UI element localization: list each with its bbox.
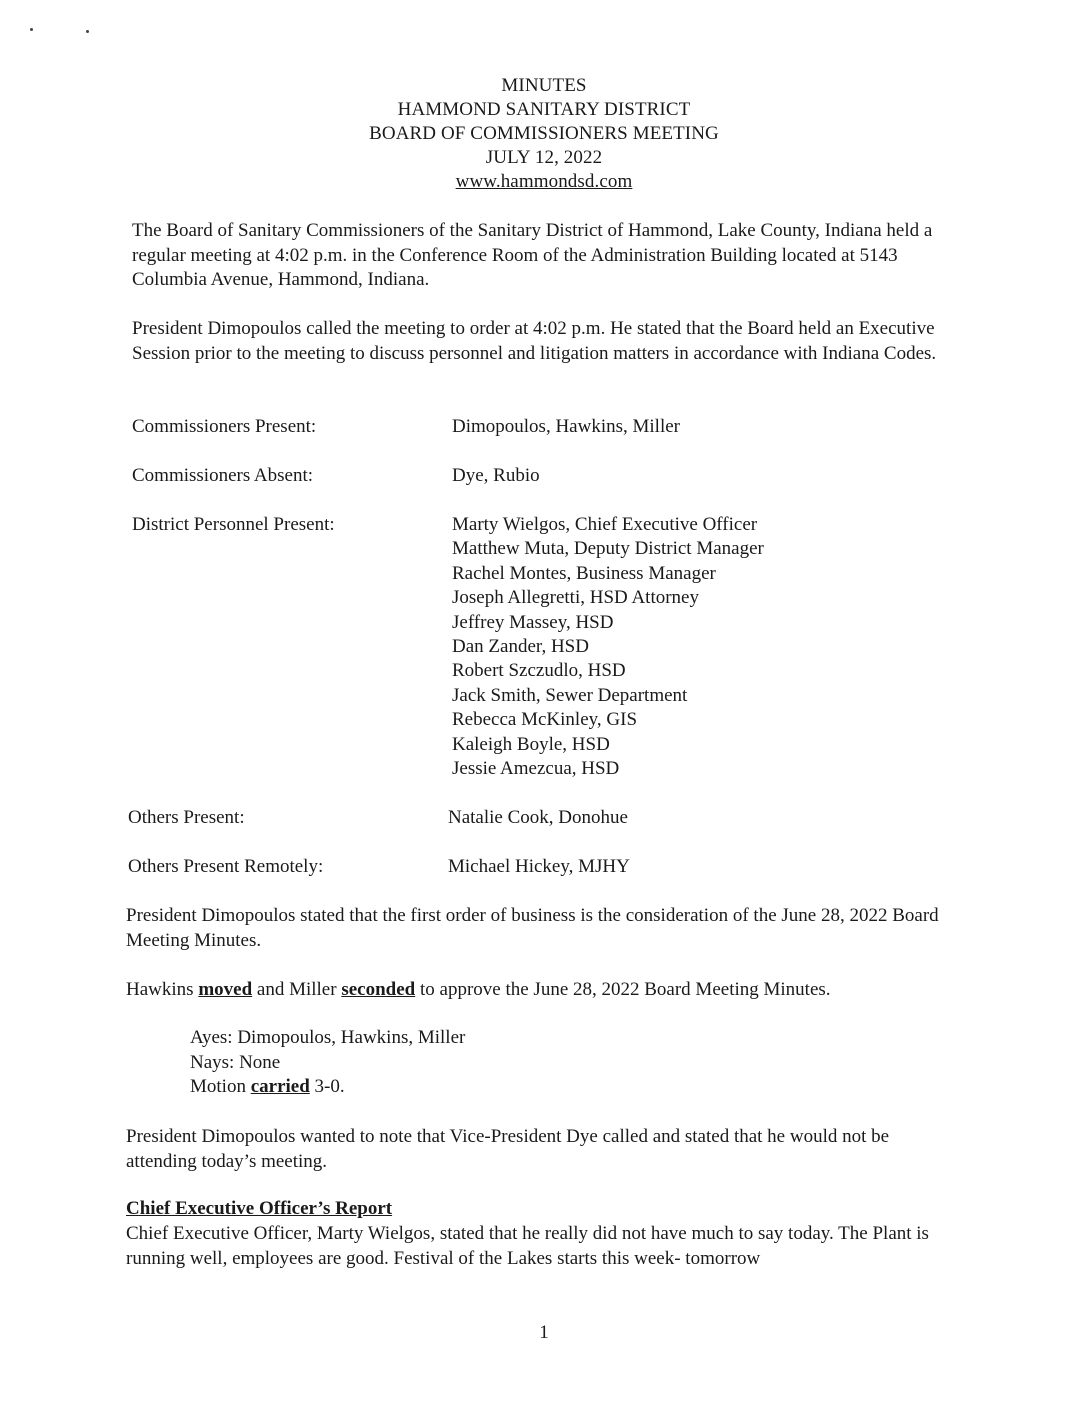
personnel-item: Jessie Amezcua, HSD — [452, 757, 620, 779]
others-remote-value: Michael Hickey, MJHY — [448, 856, 630, 877]
others-remote-label: Others Present Remotely: — [128, 856, 324, 877]
vote-block — [190, 1026, 465, 1100]
personnel-item: Rebecca McKinley, GIS — [452, 709, 638, 731]
personnel-item: Dan Zander, HSD — [452, 635, 589, 657]
vote-ayes: Ayes: Dimopoulos, Hawkins, Miller — [190, 1027, 466, 1048]
scan-speck — [30, 28, 33, 31]
header-title: MINUTES — [501, 75, 587, 96]
personnel-item: Jeffrey Massey, HSD — [452, 611, 614, 633]
motion-seconded: seconded — [341, 979, 416, 1000]
others-present-label: Others Present: — [128, 807, 245, 828]
vote-motion-word: Motion — [190, 1076, 246, 1097]
document-header — [0, 74, 1088, 194]
personnel-item: Joseph Allegretti, HSD Attorney — [452, 587, 699, 609]
call-to-order-paragraph: President Dimopoulos called the meeting to order at 4:02 p.m. He stated that the Board held an Executive Session prior to the meeting to discuss personnel and litigation matters in accordance with Indiana Codes. — [132, 318, 937, 364]
commissioners-present-label: Commissioners Present: — [132, 416, 317, 437]
personnel-item: Matthew Muta, Deputy District Manager — [452, 538, 764, 560]
personnel-item: Robert Szczudlo, HSD — [452, 660, 626, 682]
motion-rest: to approve the June 28, 2022 Board Meeting Minutes. — [419, 979, 831, 1000]
vote-nays: Nays: None — [190, 1051, 281, 1073]
motion-moved: moved — [198, 979, 253, 1000]
personnel-item: Marty Wielgos, Chief Executive Officer — [452, 514, 758, 535]
vote-count: 3-0. — [314, 1076, 345, 1097]
personnel-item: Kaleigh Boyle, HSD — [452, 733, 610, 755]
personnel-item: Jack Smith, Sewer Department — [452, 684, 688, 706]
header-meeting: BOARD OF COMMISSIONERS MEETING — [369, 123, 719, 144]
vote-result — [190, 1075, 465, 1100]
motion-and: and Miller — [256, 979, 337, 1000]
motion-mover: Hawkins — [126, 979, 194, 1000]
vote-carried: carried — [250, 1076, 310, 1097]
commissioners-absent-value: Dye, Rubio — [452, 465, 540, 486]
ceo-report-text: Chief Executive Officer, Marty Wielgos, stated that he really did not have much to say today. The Plant is running well, employees are good. Festival of the Lakes starts this week- tomorrow — [126, 1223, 929, 1269]
ceo-report-title: Chief Executive Officer’s Report — [126, 1198, 393, 1219]
header-organization: HAMMOND SANITARY DISTRICT — [397, 99, 691, 120]
commissioners-absent-label: Commissioners Absent: — [132, 465, 314, 486]
commissioners-present-value: Dimopoulos, Hawkins, Miller — [452, 416, 680, 437]
personnel-present-label: District Personnel Present: — [132, 514, 335, 535]
scan-speck — [86, 30, 89, 33]
personnel-item: Rachel Montes, Business Manager — [452, 562, 716, 584]
header-website-link[interactable]: www.hammondsd.com — [455, 171, 633, 192]
personnel-list — [452, 513, 764, 781]
header-date: JULY 12, 2022 — [485, 147, 603, 168]
motion-paragraph — [126, 978, 956, 1003]
others-present-value: Natalie Cook, Donohue — [448, 807, 628, 828]
note-paragraph: President Dimopoulos wanted to note that Vice-President Dye called and stated that he would not be attending today’s meeting. — [126, 1126, 890, 1172]
page-number: 1 — [539, 1322, 549, 1343]
intro-paragraph: The Board of Sanitary Commissioners of the Sanitary District of Hammond, Lake County, Indiana held a regular meeting at 4:02 p.m. in the Conference Room of the Administration Building located at 5143 Columbia Avenue, Hammond, Indiana. — [132, 220, 933, 290]
first-order-paragraph: President Dimopoulos stated that the first order of business is the consideration of the June 28, 2022 Board Meeting Minutes. — [126, 905, 939, 951]
